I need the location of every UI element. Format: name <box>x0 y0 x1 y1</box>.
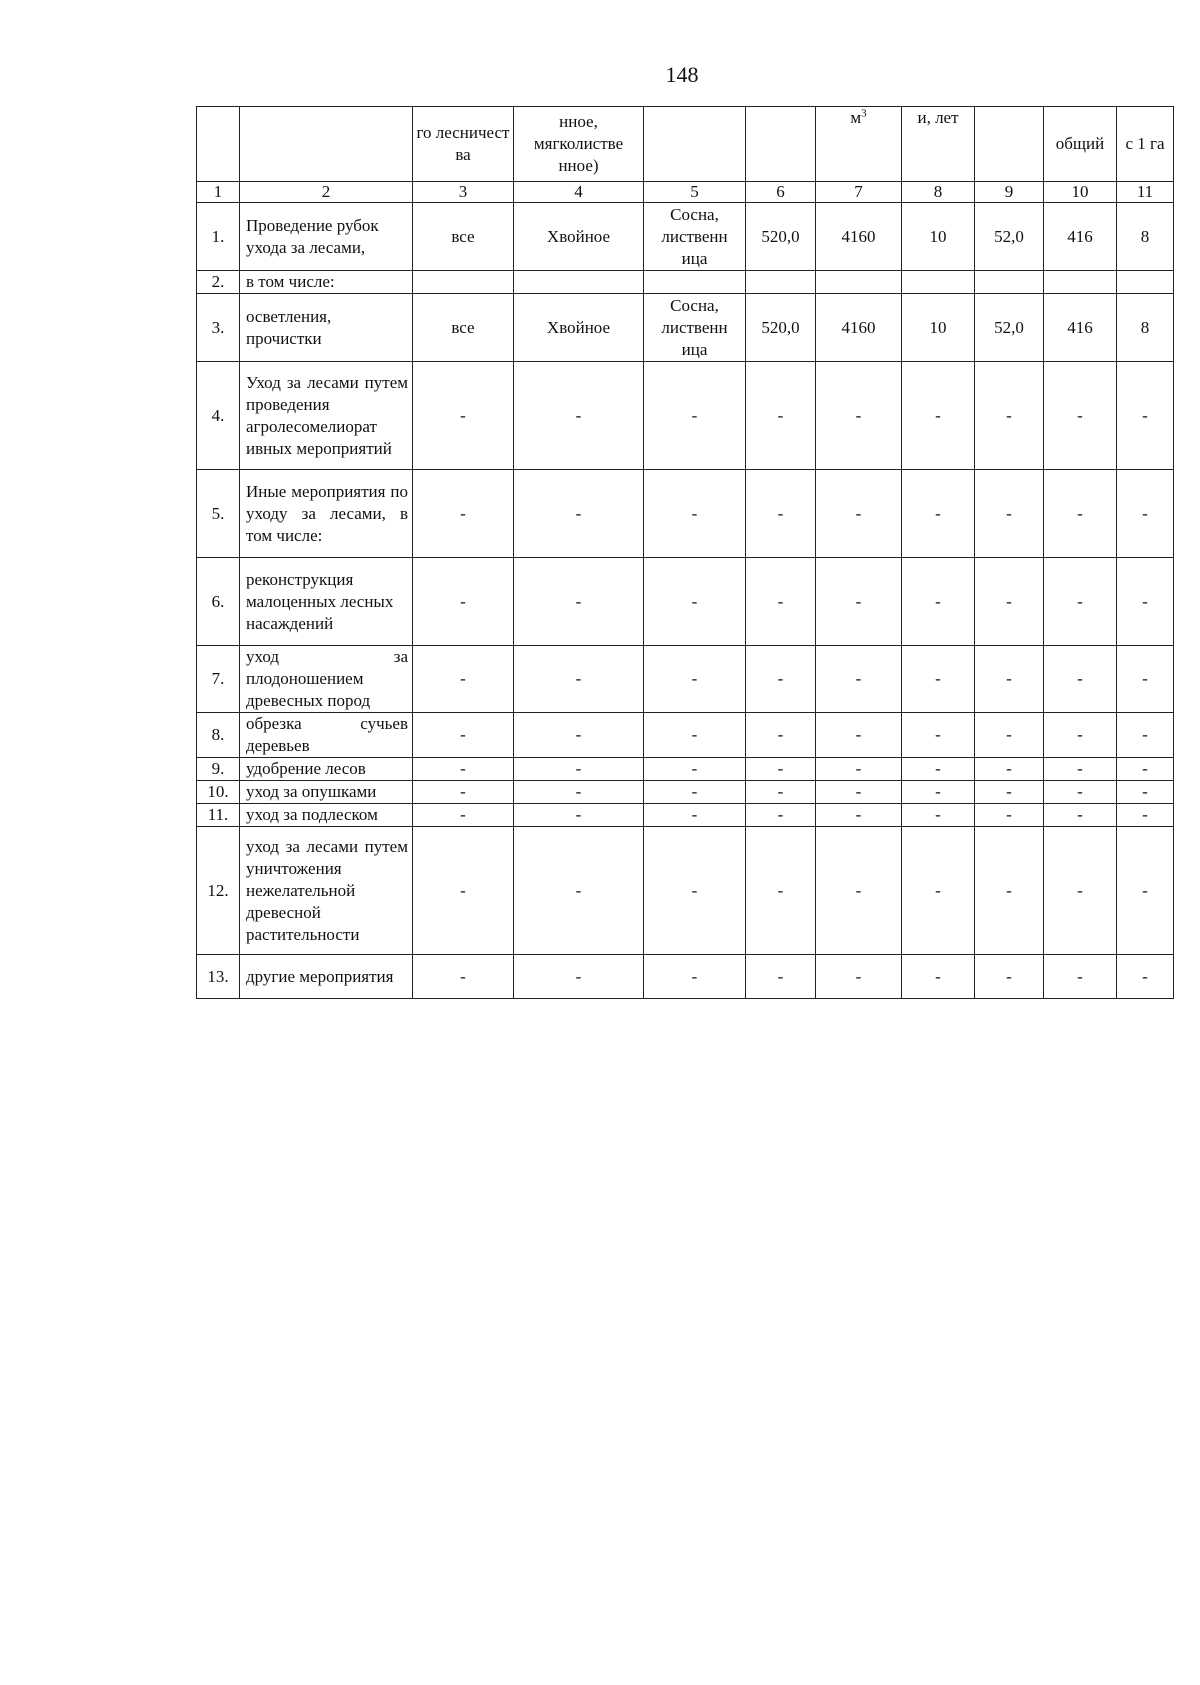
value-cell-c9: - <box>975 362 1044 470</box>
value-cell-c11 <box>1117 271 1174 294</box>
value-cell-c9: - <box>975 470 1044 558</box>
header-cell-6 <box>746 107 816 182</box>
column-number: 9 <box>975 182 1044 203</box>
value-cell-c7: - <box>816 781 902 804</box>
value-cell-c3: - <box>413 804 514 827</box>
value-cell-c6: - <box>746 558 816 646</box>
value-cell-c3: - <box>413 955 514 999</box>
value-cell-c3: - <box>413 827 514 955</box>
value-cell-c3: - <box>413 362 514 470</box>
value-cell-c10: - <box>1044 804 1117 827</box>
table-row <box>197 827 1174 955</box>
row-number-cell: 1. <box>197 203 240 271</box>
row-number-cell: 11. <box>197 804 240 827</box>
row-number-cell: 13. <box>197 955 240 999</box>
value-cell-c7 <box>816 271 902 294</box>
activity-name-cell: Уход за лесами путем проведения агролесомелиорат ивных мероприятий <box>240 362 413 470</box>
column-numbers-row <box>197 182 1174 203</box>
activity-name-cell: реконструкция малоценных лесных насаждений <box>240 558 413 646</box>
value-cell-c6: - <box>746 804 816 827</box>
value-cell-c8: 10 <box>902 294 975 362</box>
table-row <box>197 646 1174 713</box>
value-cell-c10: - <box>1044 713 1117 758</box>
value-cell-c7: - <box>816 646 902 713</box>
value-cell-c8: - <box>902 558 975 646</box>
value-cell-c9: - <box>975 804 1044 827</box>
value-cell-c6: 520,0 <box>746 294 816 362</box>
value-cell-c4: - <box>514 558 644 646</box>
header-cell-5 <box>644 107 746 182</box>
value-cell-c4 <box>514 271 644 294</box>
value-cell-c11: - <box>1117 804 1174 827</box>
value-cell-c6: - <box>746 758 816 781</box>
activity-name-cell: Иные мероприятия по уходу за лесами, в том числе: <box>240 470 413 558</box>
row-number-cell: 5. <box>197 470 240 558</box>
value-cell-c10: - <box>1044 781 1117 804</box>
value-cell-c5: - <box>644 646 746 713</box>
column-number: 10 <box>1044 182 1117 203</box>
value-cell-c7: - <box>816 470 902 558</box>
value-cell-c8: - <box>902 781 975 804</box>
page-number: 148 <box>665 62 699 87</box>
value-cell-c7: - <box>816 804 902 827</box>
value-cell-c11: - <box>1117 713 1174 758</box>
value-cell-c7: 4160 <box>816 203 902 271</box>
value-cell-c8: - <box>902 758 975 781</box>
value-cell-c6 <box>746 271 816 294</box>
value-cell-c10 <box>1044 271 1117 294</box>
header-cell-8: и, лет <box>902 107 975 182</box>
value-cell-c3: - <box>413 470 514 558</box>
column-number: 6 <box>746 182 816 203</box>
header-cell-7 <box>816 107 902 182</box>
value-cell-c4: - <box>514 646 644 713</box>
value-cell-c5: - <box>644 804 746 827</box>
value-cell-c9: - <box>975 713 1044 758</box>
value-cell-c10: - <box>1044 758 1117 781</box>
value-cell-c3: - <box>413 558 514 646</box>
table-row <box>197 470 1174 558</box>
value-cell-c5: - <box>644 470 746 558</box>
value-cell-c5: - <box>644 781 746 804</box>
value-cell-c7: - <box>816 955 902 999</box>
row-number-cell: 3. <box>197 294 240 362</box>
header-cell-10: общий <box>1044 107 1117 182</box>
value-cell-c9 <box>975 271 1044 294</box>
table-row <box>197 203 1174 271</box>
header-cell-4: нное, мягколистве нное) <box>514 107 644 182</box>
value-cell-c8: - <box>902 827 975 955</box>
value-cell-c6: - <box>746 713 816 758</box>
value-cell-c9: - <box>975 758 1044 781</box>
value-cell-c11: - <box>1117 362 1174 470</box>
row-number-cell: 4. <box>197 362 240 470</box>
value-cell-c5: Сосна, лиственн ица <box>644 294 746 362</box>
value-cell-c10: - <box>1044 646 1117 713</box>
value-cell-c10: - <box>1044 827 1117 955</box>
table-row <box>197 362 1174 470</box>
value-cell-c9: 52,0 <box>975 294 1044 362</box>
value-cell-c6: - <box>746 470 816 558</box>
value-cell-c7: - <box>816 362 902 470</box>
value-cell-c3: все <box>413 294 514 362</box>
value-cell-c8: - <box>902 955 975 999</box>
value-cell-c10: - <box>1044 470 1117 558</box>
value-cell-c4: - <box>514 362 644 470</box>
value-cell-c6: - <box>746 955 816 999</box>
value-cell-c4: Хвойное <box>514 203 644 271</box>
value-cell-c7: 4160 <box>816 294 902 362</box>
value-cell-c11: - <box>1117 955 1174 999</box>
value-cell-c3: все <box>413 203 514 271</box>
value-cell-c11: - <box>1117 470 1174 558</box>
header-cell-3: го лесничест ва <box>413 107 514 182</box>
value-cell-c8: - <box>902 646 975 713</box>
value-cell-c9: - <box>975 558 1044 646</box>
column-number: 2 <box>240 182 413 203</box>
column-number: 8 <box>902 182 975 203</box>
value-cell-c3: - <box>413 646 514 713</box>
header-cell-9 <box>975 107 1044 182</box>
value-cell-c4: - <box>514 758 644 781</box>
value-cell-c4: - <box>514 781 644 804</box>
table-row <box>197 758 1174 781</box>
value-cell-c8: - <box>902 362 975 470</box>
activity-name-cell: осветления, прочистки <box>240 294 413 362</box>
value-cell-c9: - <box>975 955 1044 999</box>
value-cell-c5: - <box>644 713 746 758</box>
value-cell-c3: - <box>413 758 514 781</box>
row-number-cell: 7. <box>197 646 240 713</box>
value-cell-c4: - <box>514 827 644 955</box>
table-row <box>197 713 1174 758</box>
value-cell-c9: 52,0 <box>975 203 1044 271</box>
value-cell-c8: - <box>902 804 975 827</box>
value-cell-c9: - <box>975 646 1044 713</box>
header-cell-11: с 1 га <box>1117 107 1174 182</box>
value-cell-c11: - <box>1117 558 1174 646</box>
value-cell-c10: - <box>1044 362 1117 470</box>
value-cell-c9: - <box>975 781 1044 804</box>
header-cell-7-unit: м <box>850 108 862 127</box>
activity-name-cell: уход за лесами путем уничтожения нежелательной древесной растительности <box>240 827 413 955</box>
value-cell-c4: - <box>514 804 644 827</box>
value-cell-c11: - <box>1117 827 1174 955</box>
value-cell-c10: - <box>1044 955 1117 999</box>
activity-name-cell: обрезка сучьев деревьев <box>240 713 413 758</box>
value-cell-c10: 416 <box>1044 203 1117 271</box>
value-cell-c6: - <box>746 781 816 804</box>
value-cell-c11: - <box>1117 781 1174 804</box>
value-cell-c6: 520,0 <box>746 203 816 271</box>
activity-name-cell: уход за плодоношением древесных пород <box>240 646 413 713</box>
value-cell-c11: 8 <box>1117 203 1174 271</box>
value-cell-c8: 10 <box>902 203 975 271</box>
value-cell-c3 <box>413 271 514 294</box>
row-number-cell: 12. <box>197 827 240 955</box>
activity-name-cell: другие мероприятия <box>240 955 413 999</box>
column-number: 3 <box>413 182 514 203</box>
column-number: 7 <box>816 182 902 203</box>
activity-name-cell: Проведение рубок ухода за лесами, <box>240 203 413 271</box>
header-cell-2 <box>240 107 413 182</box>
value-cell-c11: - <box>1117 758 1174 781</box>
header-row <box>197 107 1174 182</box>
activity-name-cell: уход за опушками <box>240 781 413 804</box>
value-cell-c6: - <box>746 646 816 713</box>
value-cell-c7: - <box>816 558 902 646</box>
value-cell-c7: - <box>816 827 902 955</box>
value-cell-c8 <box>902 271 975 294</box>
row-number-cell: 8. <box>197 713 240 758</box>
value-cell-c5: Сосна, лиственн ица <box>644 203 746 271</box>
value-cell-c6: - <box>746 827 816 955</box>
column-number: 5 <box>644 182 746 203</box>
header-cell-7-exponent: 3 <box>861 107 867 120</box>
value-cell-c4: - <box>514 955 644 999</box>
value-cell-c4: Хвойное <box>514 294 644 362</box>
activity-name-cell: удобрение лесов <box>240 758 413 781</box>
value-cell-c11: - <box>1117 646 1174 713</box>
activity-name-cell: уход за подлеском <box>240 804 413 827</box>
value-cell-c4: - <box>514 470 644 558</box>
value-cell-c10: - <box>1044 558 1117 646</box>
value-cell-c6: - <box>746 362 816 470</box>
value-cell-c10: 416 <box>1044 294 1117 362</box>
value-cell-c7: - <box>816 713 902 758</box>
table-row <box>197 294 1174 362</box>
value-cell-c5: - <box>644 827 746 955</box>
value-cell-c5: - <box>644 758 746 781</box>
value-cell-c4: - <box>514 713 644 758</box>
header-cell-1 <box>197 107 240 182</box>
table-row <box>197 804 1174 827</box>
table-body <box>197 203 1174 999</box>
table-row <box>197 781 1174 804</box>
value-cell-c7: - <box>816 758 902 781</box>
value-cell-c5: - <box>644 362 746 470</box>
row-number-cell: 10. <box>197 781 240 804</box>
value-cell-c8: - <box>902 713 975 758</box>
table-row <box>197 271 1174 294</box>
value-cell-c5: - <box>644 955 746 999</box>
column-number: 1 <box>197 182 240 203</box>
row-number-cell: 2. <box>197 271 240 294</box>
column-number: 4 <box>514 182 644 203</box>
row-number-cell: 9. <box>197 758 240 781</box>
value-cell-c5 <box>644 271 746 294</box>
value-cell-c3: - <box>413 781 514 804</box>
value-cell-c3: - <box>413 713 514 758</box>
value-cell-c11: 8 <box>1117 294 1174 362</box>
value-cell-c9: - <box>975 827 1044 955</box>
column-number: 11 <box>1117 182 1174 203</box>
forest-care-table <box>196 106 1174 999</box>
table-row <box>197 558 1174 646</box>
row-number-cell: 6. <box>197 558 240 646</box>
table-row <box>197 955 1174 999</box>
value-cell-c5: - <box>644 558 746 646</box>
activity-name-cell: в том числе: <box>240 271 413 294</box>
value-cell-c8: - <box>902 470 975 558</box>
